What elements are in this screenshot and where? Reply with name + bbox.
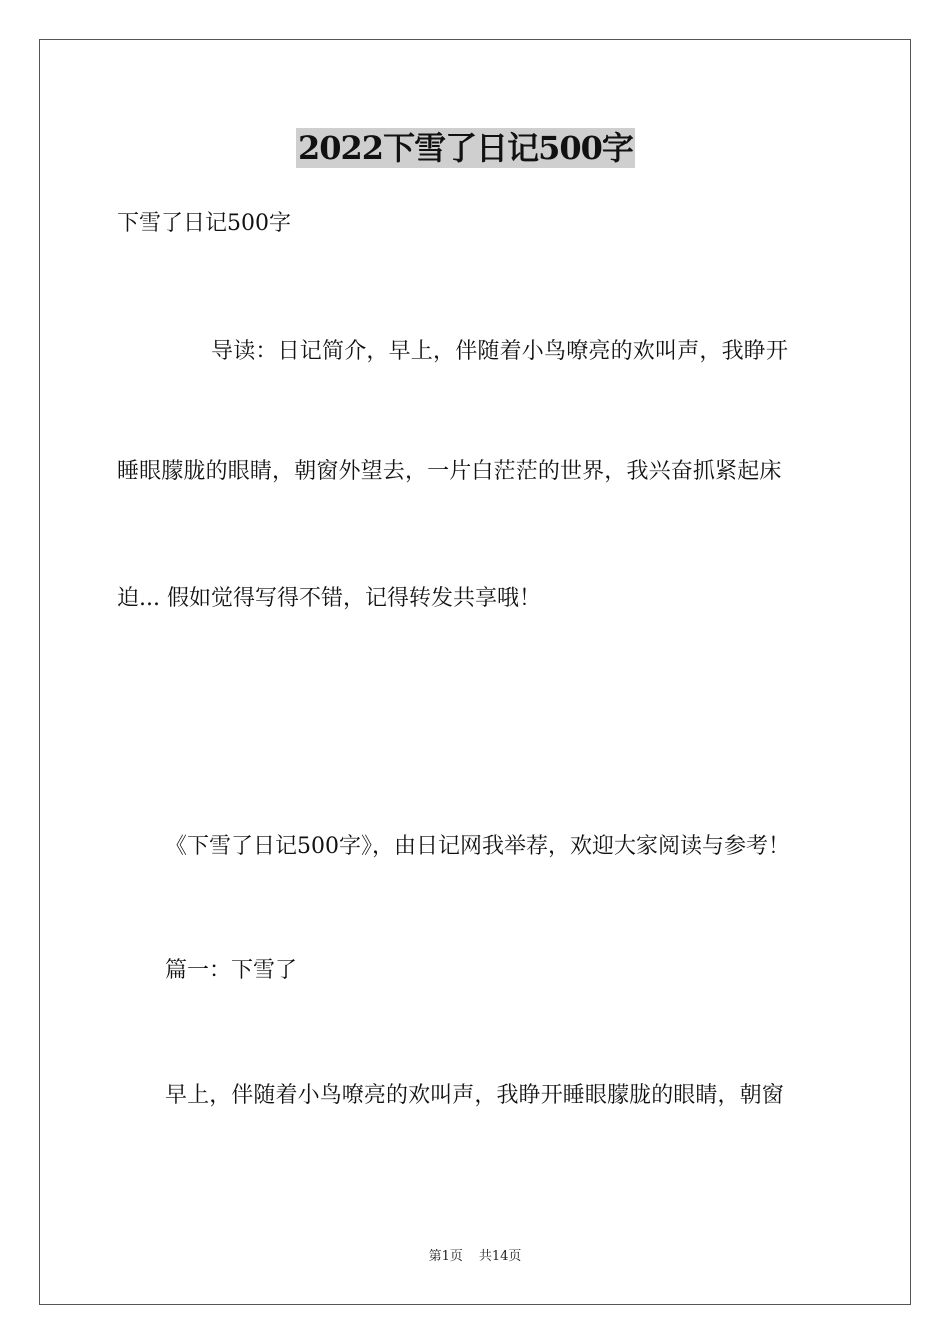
document-subtitle: 下雪了日记500字 bbox=[117, 211, 291, 236]
section-heading: 篇一：下雪了 bbox=[165, 958, 298, 983]
document-title: 2022下雪了日记500字 bbox=[298, 129, 633, 167]
page-number: 第1页 bbox=[428, 1249, 463, 1264]
paragraph-recommendation: 《下雪了日记500字》，由日记网我举荐，欢迎大家阅读与参考！ bbox=[165, 834, 790, 859]
paragraph-intro-line-1: 导读：日记简介，早上，伴随着小鸟嘹亮的欢叫声，我睁开 bbox=[211, 339, 789, 364]
paragraph-intro-line-2: 睡眼朦胧的眼睛，朝窗外望去，一片白茫茫的世界，我兴奋抓紧起床 bbox=[117, 459, 782, 484]
paragraph-intro-line-3: 迫... 假如觉得写得不错，记得转发共享哦！ bbox=[117, 586, 541, 611]
page-footer bbox=[0, 1248, 950, 1266]
paragraph-body-line-1: 早上，伴随着小鸟嘹亮的欢叫声，我睁开睡眼朦胧的眼睛，朝窗 bbox=[165, 1083, 784, 1108]
page-total: 共14页 bbox=[478, 1249, 522, 1264]
